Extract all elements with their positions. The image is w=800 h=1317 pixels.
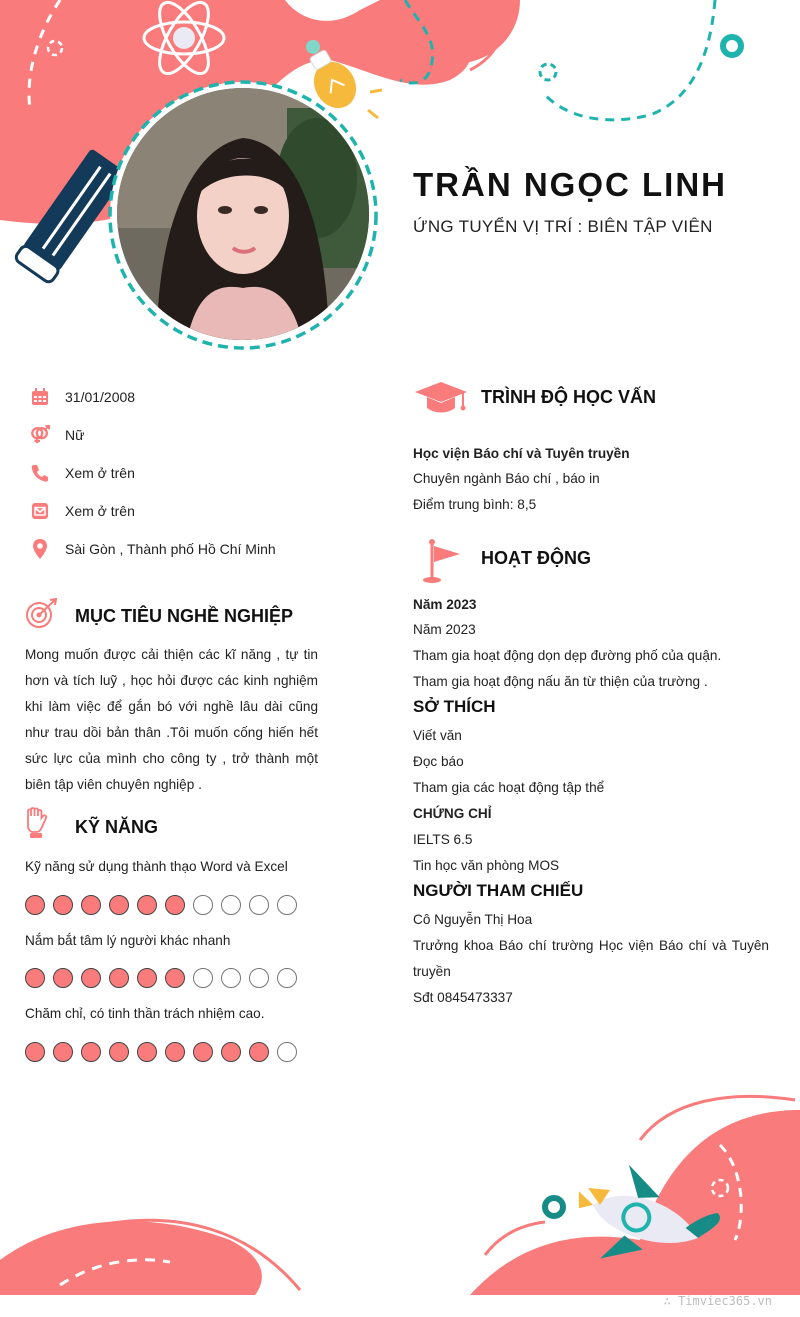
objective-text: Mong muốn được cải thiện các kĩ năng , tự tin hơn và tích luỹ , học hỏi được các kinh nghiệm khi làm việc để gắn bó với nghề lâu dài cũng như trau dồi bản thân .Tôi muốn cống hiến hết sức lực của mình cho công ty , trở thành một biên tập viên chuyên nghiệp . (25, 647, 318, 792)
watermark: ∴ Timviec365.vn (663, 1294, 772, 1308)
rating-dot-filled (81, 968, 101, 988)
gender-value: Nữ (65, 427, 85, 443)
gender-icon (30, 425, 50, 445)
rating-dot-filled (137, 968, 157, 988)
skill-label: Nắm bắt tâm lý người khác nhanh (25, 933, 231, 948)
applied-position: ỨNG TUYỂN VỊ TRÍ : BIÊN TẬP VIÊN (413, 217, 713, 236)
rating-dot-filled (53, 895, 73, 915)
rating-dot-filled (137, 1042, 157, 1062)
profile-photo (117, 88, 369, 340)
education-school: Học viện Báo chí và Tuyên truyền (413, 446, 630, 461)
contact-email (30, 499, 135, 523)
rating-dot-filled (193, 1042, 213, 1062)
activity-item: Tham gia hoạt động dọn dẹp đường phố của quận. (413, 648, 722, 663)
references-title: NGƯỜI THAM CHIẾU (413, 881, 584, 900)
teal-ring-icon-bottom (545, 1198, 563, 1216)
skill-label: Chăm chỉ, có tinh thần trách nhiệm cao. (25, 1006, 265, 1021)
rating-dot-empty (249, 895, 269, 915)
candidate-name: TRẦN NGỌC LINH (413, 166, 727, 203)
objective-title: MỤC TIÊU NGHỀ NGHIỆP (75, 606, 294, 626)
calendar-icon (30, 387, 50, 407)
mail-icon (30, 501, 50, 521)
rating-dot-empty (221, 895, 241, 915)
skill-label: Kỹ năng sử dụng thành thạo Word và Excel (25, 859, 288, 874)
skills-title: KỸ NĂNG (75, 817, 159, 837)
reference-role-line2: truyền (413, 964, 451, 979)
rating-dot-empty (221, 968, 241, 988)
location-icon (30, 539, 50, 559)
education-gpa: Điểm trung bình: 8,5 (413, 497, 537, 512)
rating-dot-empty (277, 968, 297, 988)
teal-ring-icon (723, 37, 741, 55)
rating-dot-empty (193, 968, 213, 988)
rating-dot-filled (221, 1042, 241, 1062)
rating-dot-filled (25, 895, 45, 915)
certificate-item: IELTS 6.5 (413, 832, 473, 847)
rating-dot-filled (165, 1042, 185, 1062)
rating-dot-filled (109, 968, 129, 988)
reference-phone: Sđt 0845473337 (413, 990, 513, 1005)
avatar (117, 88, 369, 340)
rating-dot-empty (277, 1042, 297, 1062)
rating-dot-filled (53, 1042, 73, 1062)
rating-dot-empty (249, 968, 269, 988)
hobby-item: Đọc báo (413, 754, 464, 769)
phone-value: Xem ở trên (65, 465, 135, 481)
dashed-path-top (545, 0, 715, 120)
address-value: Sài Gòn , Thành phố Hồ Chí Minh (65, 541, 276, 557)
rating-dot-filled (165, 968, 185, 988)
rating-dot-filled (25, 968, 45, 988)
hobby-item: Viết văn (413, 728, 462, 743)
rating-dot-filled (249, 1042, 269, 1062)
graduation-cap-icon (413, 380, 469, 414)
rating-dot-empty (193, 895, 213, 915)
activity-year: Năm 2023 (413, 622, 476, 637)
skill-rating (25, 1042, 297, 1062)
rating-dot-filled (137, 895, 157, 915)
contact-phone (30, 461, 135, 485)
certificates-title: CHỨNG CHỈ (413, 806, 492, 821)
activity-item: Tham gia hoạt động nấu ăn từ thiện của trường . (413, 674, 708, 689)
rating-dot-filled (81, 895, 101, 915)
phone-icon (30, 463, 50, 483)
education-major: Chuyên ngành Báo chí , báo in (413, 471, 600, 486)
hobbies-title: SỞ THÍCH (413, 697, 496, 716)
rating-dot-filled (53, 968, 73, 988)
hobby-item: Tham gia các hoạt động tập thể (413, 780, 605, 795)
rating-dot-filled (109, 895, 129, 915)
flag-icon (418, 538, 462, 584)
reference-name: Cô Nguyễn Thị Hoa (413, 912, 533, 927)
rating-dot-filled (25, 1042, 45, 1062)
birthday-value: 31/01/2008 (65, 389, 136, 405)
fist-icon (25, 807, 49, 839)
contact-gender (30, 423, 84, 447)
contact-birthday (30, 385, 135, 409)
skill-rating (25, 895, 297, 915)
certificate-item: Tin học văn phòng MOS (413, 858, 560, 873)
rating-dot-filled (165, 895, 185, 915)
email-value: Xem ở trên (65, 503, 135, 519)
skill-rating (25, 968, 297, 988)
rating-dot-filled (109, 1042, 129, 1062)
reference-role-line1: Trưởng khoa Báo chí trường Học viện Báo chí và Tuyên (413, 938, 769, 953)
activity-year-heading: Năm 2023 (413, 597, 477, 612)
contact-address (30, 537, 276, 561)
education-title: TRÌNH ĐỘ HỌC VẤN (481, 387, 656, 407)
rating-dot-filled (81, 1042, 101, 1062)
activities-title: HOẠT ĐỘNG (481, 548, 591, 568)
target-icon (25, 598, 57, 630)
rating-dot-empty (277, 895, 297, 915)
